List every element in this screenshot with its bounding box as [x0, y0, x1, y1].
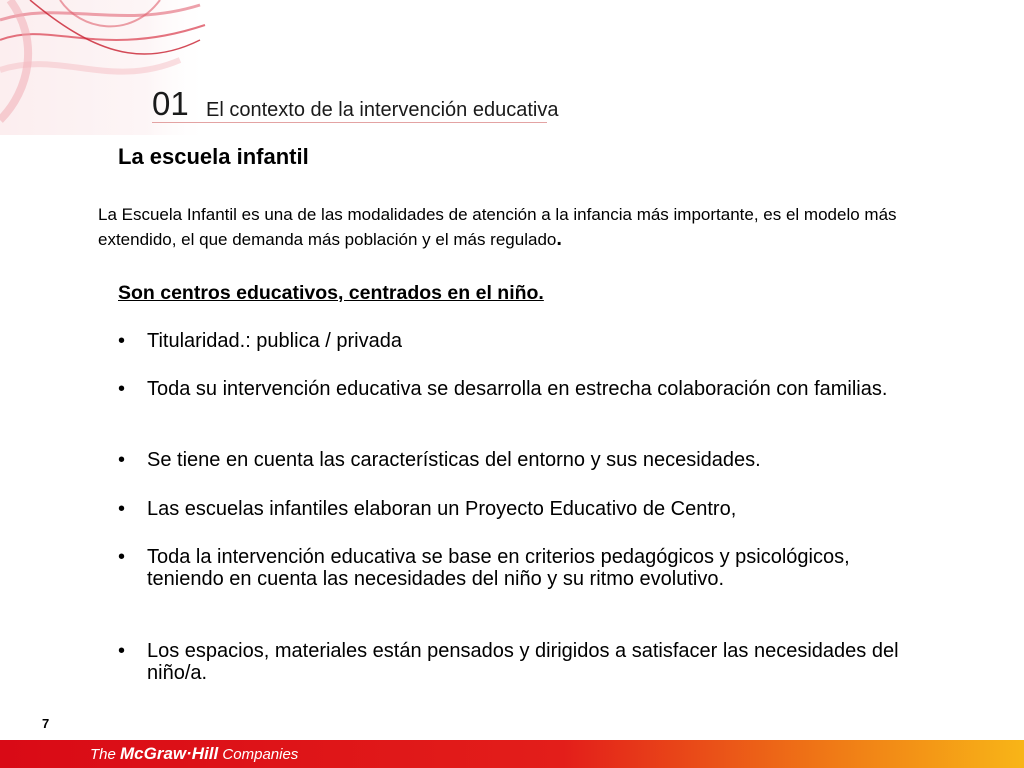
bullet-text: Toda la intervención educativa se base en criterios pedagógicos y psicológicos, teniendo en cuenta las necesidades del niño y su ritmo evolutivo.	[147, 546, 850, 590]
page-number: 7	[42, 716, 50, 731]
bullet-text: Toda su intervención educativa se desarrolla en estrecha colaboración con familias.	[147, 378, 888, 400]
intro-text: La Escuela Infantil es una de las modalidades de atención a la infancia más importante, es el modelo más extendido, el que demanda más población y el más regulado	[98, 205, 897, 249]
bullet-marker: •	[118, 378, 126, 400]
bullet-marker: •	[118, 449, 126, 471]
bullet-text: Las escuelas infantiles elaboran un Proyecto Educativo de Centro,	[147, 498, 737, 520]
bullet-item	[118, 449, 918, 471]
bullet-text: Se tiene en cuenta las características del entorno y sus necesidades.	[147, 449, 761, 471]
brand-suffix: Companies	[218, 746, 299, 763]
brand-name: McGraw·Hill	[120, 744, 219, 763]
bullet-item	[118, 546, 918, 590]
bullet-text: Los espacios, materiales están pensados y dirigidos a satisfacer las necesidades del niño/a.	[147, 640, 899, 684]
bullet-item	[118, 378, 918, 400]
chapter-divider	[152, 122, 547, 123]
chapter-title: El contexto de la intervención educativa	[206, 99, 559, 121]
chapter-number: 01	[152, 85, 189, 122]
publisher-logo	[90, 744, 298, 765]
intro-end: .	[556, 228, 562, 250]
bullet-item	[118, 330, 918, 352]
bullet-marker: •	[118, 498, 126, 520]
footer-bar	[0, 740, 1024, 768]
bullet-item	[118, 640, 918, 684]
subheading: Son centros educativos, centrados en el niño.	[118, 282, 544, 304]
bullet-marker: •	[118, 330, 126, 352]
brand-prefix: The	[90, 746, 121, 763]
bullet-text: Titularidad.: publica / privada	[147, 330, 402, 352]
bullet-marker: •	[118, 640, 126, 662]
bullet-marker: •	[118, 546, 126, 568]
bullet-item	[118, 498, 918, 520]
section-title: La escuela infantil	[118, 144, 309, 169]
intro-paragraph	[98, 202, 928, 252]
